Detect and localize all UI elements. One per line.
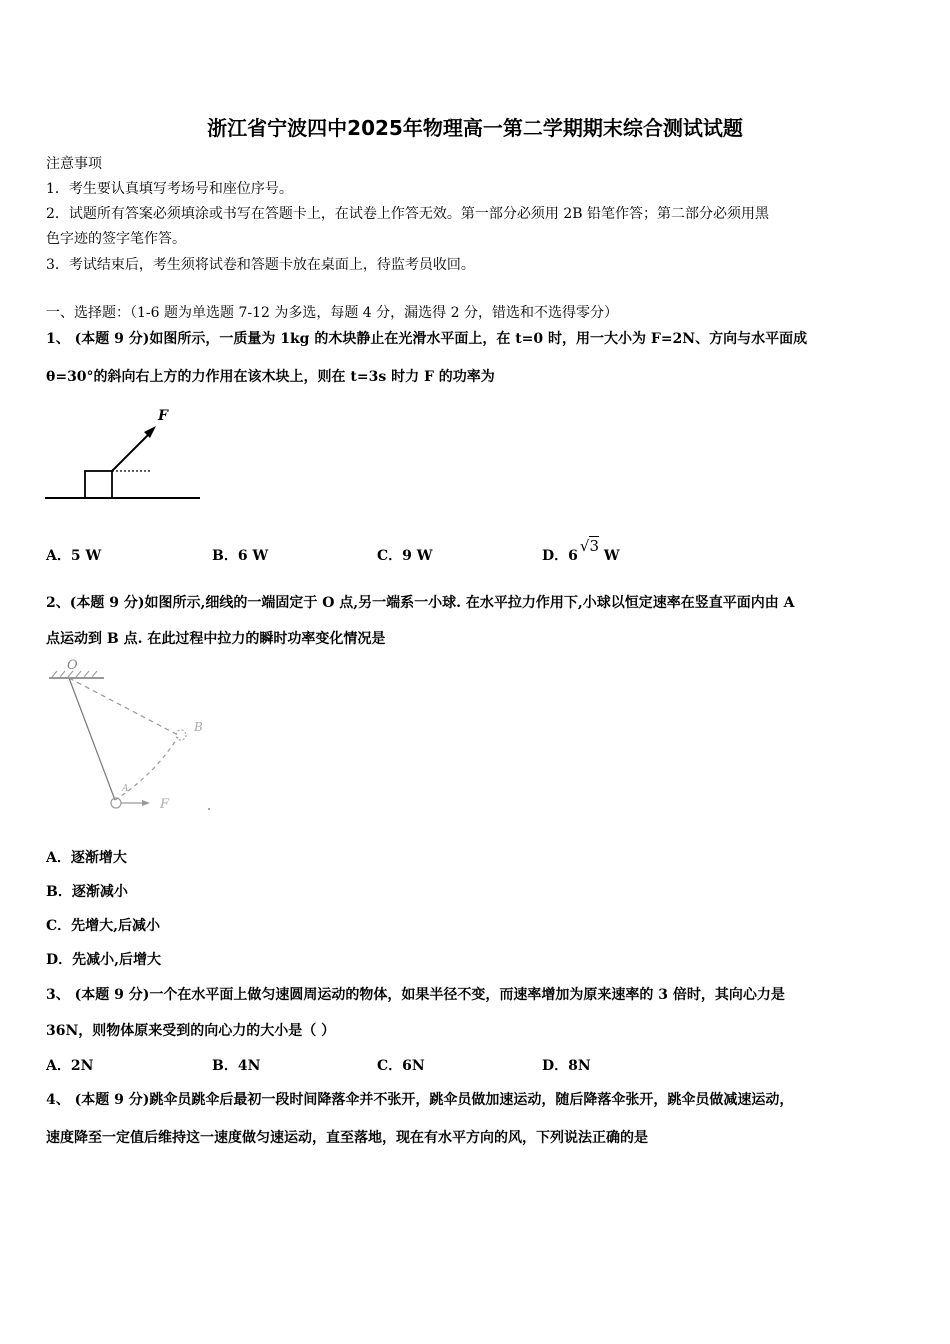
q1-option-d <box>542 537 620 565</box>
q3-option-d: D．8N <box>542 1058 591 1074</box>
q3-option-b: B．4N <box>212 1058 261 1074</box>
stray-dot <box>208 808 210 810</box>
q1-text-line-1: 1、 (本题 9 分)如图所示，一质量为 1kg 的木块静止在光滑水平面上，在 t=0 时，用一大小为 F=2N、方向与水平面成 <box>46 331 808 347</box>
notice-heading: 注意事项 <box>46 156 102 172</box>
q2-option-c: C．先增大,后减小 <box>46 918 161 934</box>
q1-option-b: B．6 W <box>212 548 269 564</box>
pull-force-label: F <box>160 797 170 812</box>
page-title: 浙江省宁波四中2025年物理高一第二学期期末综合测试试题 <box>207 116 743 140</box>
sqrt-symbol <box>580 537 599 555</box>
string-to-a <box>69 678 115 800</box>
q2-option-d: D．先减小,后增大 <box>46 952 162 968</box>
q4-text-line-1: 4、 (本题 9 分)跳伞员跳伞后最初一段时间降落伞并不张开，跳伞员做加速运动，随后降落伞张开，跳伞员做减速运动， <box>46 1092 794 1108</box>
q1-option-d-sqrt: 3 <box>589 537 599 555</box>
notice-item-2: 2．试题所有答案必须填涂或书写在答题卡上，在试卷上作答无效。第一部分必须用 2B 铅笔作答；第二部分必须用黑 <box>46 206 769 222</box>
force-arrow-shaft <box>112 433 150 471</box>
q1-option-d-suffix: W <box>603 548 620 564</box>
q3-option-a: A．2N <box>46 1058 94 1074</box>
notice-item-1: 1．考生要认真填写考场号和座位序号。 <box>46 181 293 197</box>
q2-text-line-2: 点运动到 B 点. 在此过程中拉力的瞬时功率变化情况是 <box>46 631 386 647</box>
point-b-label: B <box>194 720 203 734</box>
q2-option-a: A．逐渐增大 <box>46 850 127 866</box>
notice-item-3: 3．考试结束后，考生须将试卷和答题卡放在桌面上，待监考员收回。 <box>46 257 475 273</box>
q2-pendulum-diagram <box>44 655 219 815</box>
point-a-label: A <box>122 784 129 794</box>
q4-text-line-2: 速度降至一定值后维持这一速度做匀速运动，直至落地，现在有水平方向的风，下列说法正确的是 <box>46 1130 648 1146</box>
force-label: F <box>158 408 168 424</box>
q3-text-line-1: 3、 (本题 9 分)一个在水平面上做匀速圆周运动的物体，如果半径不变，而速率增加为原来速率的 3 倍时，其向心力是 <box>46 987 785 1003</box>
q1-option-d-prefix: D．6 <box>542 548 578 564</box>
string-to-b <box>69 678 178 735</box>
sqrt-radical-icon: √ <box>579 537 590 555</box>
pull-arrow-head <box>142 800 150 806</box>
q2-text-line-1: 2、(本题 9 分)如图所示,细线的一端固定于 O 点,另一端系一小球. 在水平拉力作用下,小球以恒定速率在竖直平面内由 A <box>46 595 795 611</box>
q1-text-line-2: θ=30°的斜向右上方的力作用在该木块上，则在 t=3s 时力 F 的功率为 <box>46 369 495 385</box>
notice-item-2-cont: 色字迹的签字笔作答。 <box>46 231 186 247</box>
block-shape <box>85 471 112 498</box>
point-o-label: O <box>67 658 78 673</box>
q1-option-a: A．5 W <box>46 548 102 564</box>
q1-option-c: C．9 W <box>377 548 433 564</box>
q3-text-line-2: 36N，则物体原来受到的向心力的大小是（ ） <box>46 1023 336 1039</box>
section-heading: 一、选择题：（1-6 题为单选题 7-12 为多选，每题 4 分，漏选得 2 分，错选和不选得零分） <box>46 305 618 321</box>
q2-option-b: B．逐渐减小 <box>46 884 128 900</box>
q1-force-diagram <box>40 400 210 510</box>
q3-option-c: C．6N <box>377 1058 425 1074</box>
